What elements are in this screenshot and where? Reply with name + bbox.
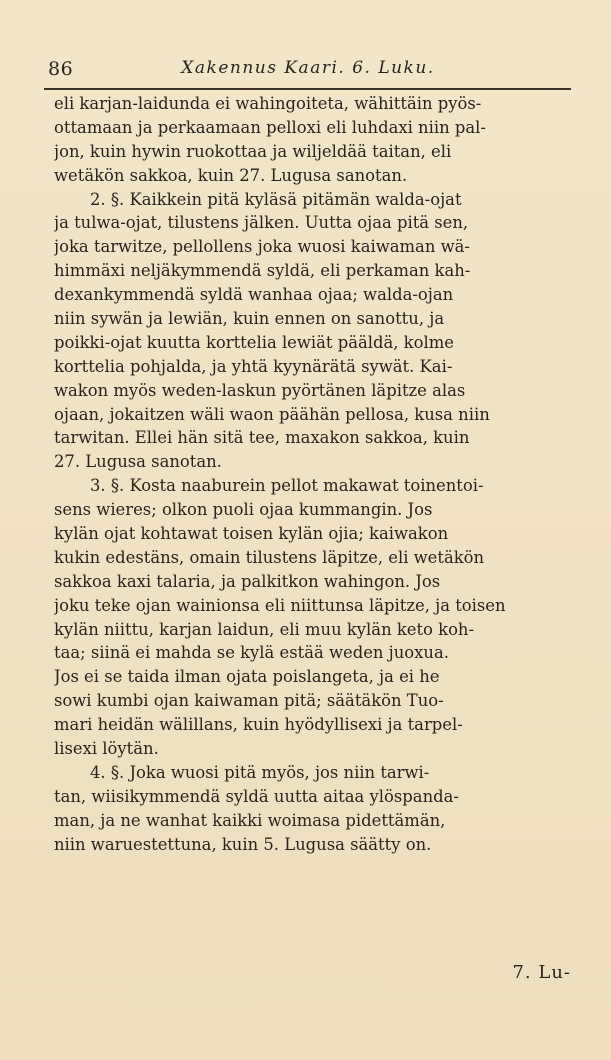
text-line: kukin edestäns, omain tilustens läpitze, eli wetäkön <box>54 547 485 567</box>
text-line: 27. Lugusa sanotan. <box>54 452 222 472</box>
text-line: kylän niittu, karjan laidun, eli muu kylän keto koh- <box>54 619 475 639</box>
text-line: lisexi löytän. <box>54 739 159 759</box>
section-3-first-line: 3. §. Kosta naaburein pellot makawat toinentoi- <box>90 476 484 496</box>
text-line: himmäxi neljäkymmendä syldä, eli perkaman kah- <box>54 261 471 281</box>
page-number: 86 <box>48 58 74 80</box>
text-line: sowi kumbi ojan kaiwaman pitä; säätäkön Tuo- <box>54 691 444 711</box>
section-2-first-line: 2. §. Kaikkein pitä kyläsä pitämän walda-ojat <box>90 189 462 209</box>
text-line: tan, wiisikymmendä syldä uutta aitaa ylöspanda- <box>54 786 459 806</box>
catchword: 7. Lu- <box>512 962 571 983</box>
text-line: joku teke ojan wainionsa eli niittunsa läpitze, ja toisen <box>54 595 506 615</box>
text-line: joka tarwitze, pellollens joka wuosi kaiwaman wä- <box>54 237 470 257</box>
text-line: man, ja ne wanhat kaikki woimasa pidettämän, <box>54 810 446 830</box>
body-text <box>54 92 579 857</box>
section-4-first-line: 4. §. Joka wuosi pitä myös, jos niin tarwi- <box>90 762 430 782</box>
text-line: eli karjan-laidunda ei wahingoiteta, wähittäin pyös- <box>54 94 482 113</box>
text-line: kylän ojat kohtawat toisen kylän ojia; kaiwakon <box>54 524 449 544</box>
text-line: ja tulwa-ojat, tilustens jälken. Uutta ojaa pitä sen, <box>54 213 469 233</box>
text-line: taa; siinä ei mahda se kylä estää weden juoxua. <box>54 643 449 663</box>
text-line: ojaan, jokaitzen wäli waon päähän pellosa, kusa niin <box>54 404 490 424</box>
text-line: mari heidän wälillans, kuin hyödyllisexi ja tarpel- <box>54 715 463 735</box>
text-line: dexankymmendä syldä wanhaa ojaa; walda-ojan <box>54 285 454 305</box>
page-header <box>48 58 571 86</box>
text-line: wakon myös weden-laskun pyörtänen läpitze alas <box>54 380 466 400</box>
text-line: sens wieres; olkon puoli ojaa kummangin. Jos <box>54 500 433 520</box>
text-line: niin sywän ja lewiän, kuin ennen on sanottu, ja <box>54 309 445 329</box>
text-line: wetäkön sakkoa, kuin 27. Lugusa sanotan. <box>54 165 408 185</box>
text-line: sakkoa kaxi talaria, ja palkitkon wahingon. Jos <box>54 571 441 591</box>
running-head: Xakennus Kaari. 6. Luku. <box>181 58 435 78</box>
text-line: Jos ei se taida ilman ojata poislangeta, ja ei he <box>54 667 440 687</box>
text-line: poikki-ojat kuutta korttelia lewiät pääldä, kolme <box>54 332 454 352</box>
text-line: niin waruestettuna, kuin 5. Lugusa säätty on. <box>54 834 432 854</box>
text-line: tarwitan. Ellei hän sitä tee, maxakon sakkoa, kuin <box>54 428 470 448</box>
text-line: jon, kuin hywin ruokottaa ja wiljeldää taitan, eli <box>54 141 452 161</box>
header-rule <box>44 88 571 90</box>
text-line: ottamaan ja perkaamaan pelloxi eli luhdaxi niin pal- <box>54 117 486 137</box>
text-line: korttelia pohjalda, ja yhtä kyynärätä sywät. Kai- <box>54 356 453 376</box>
